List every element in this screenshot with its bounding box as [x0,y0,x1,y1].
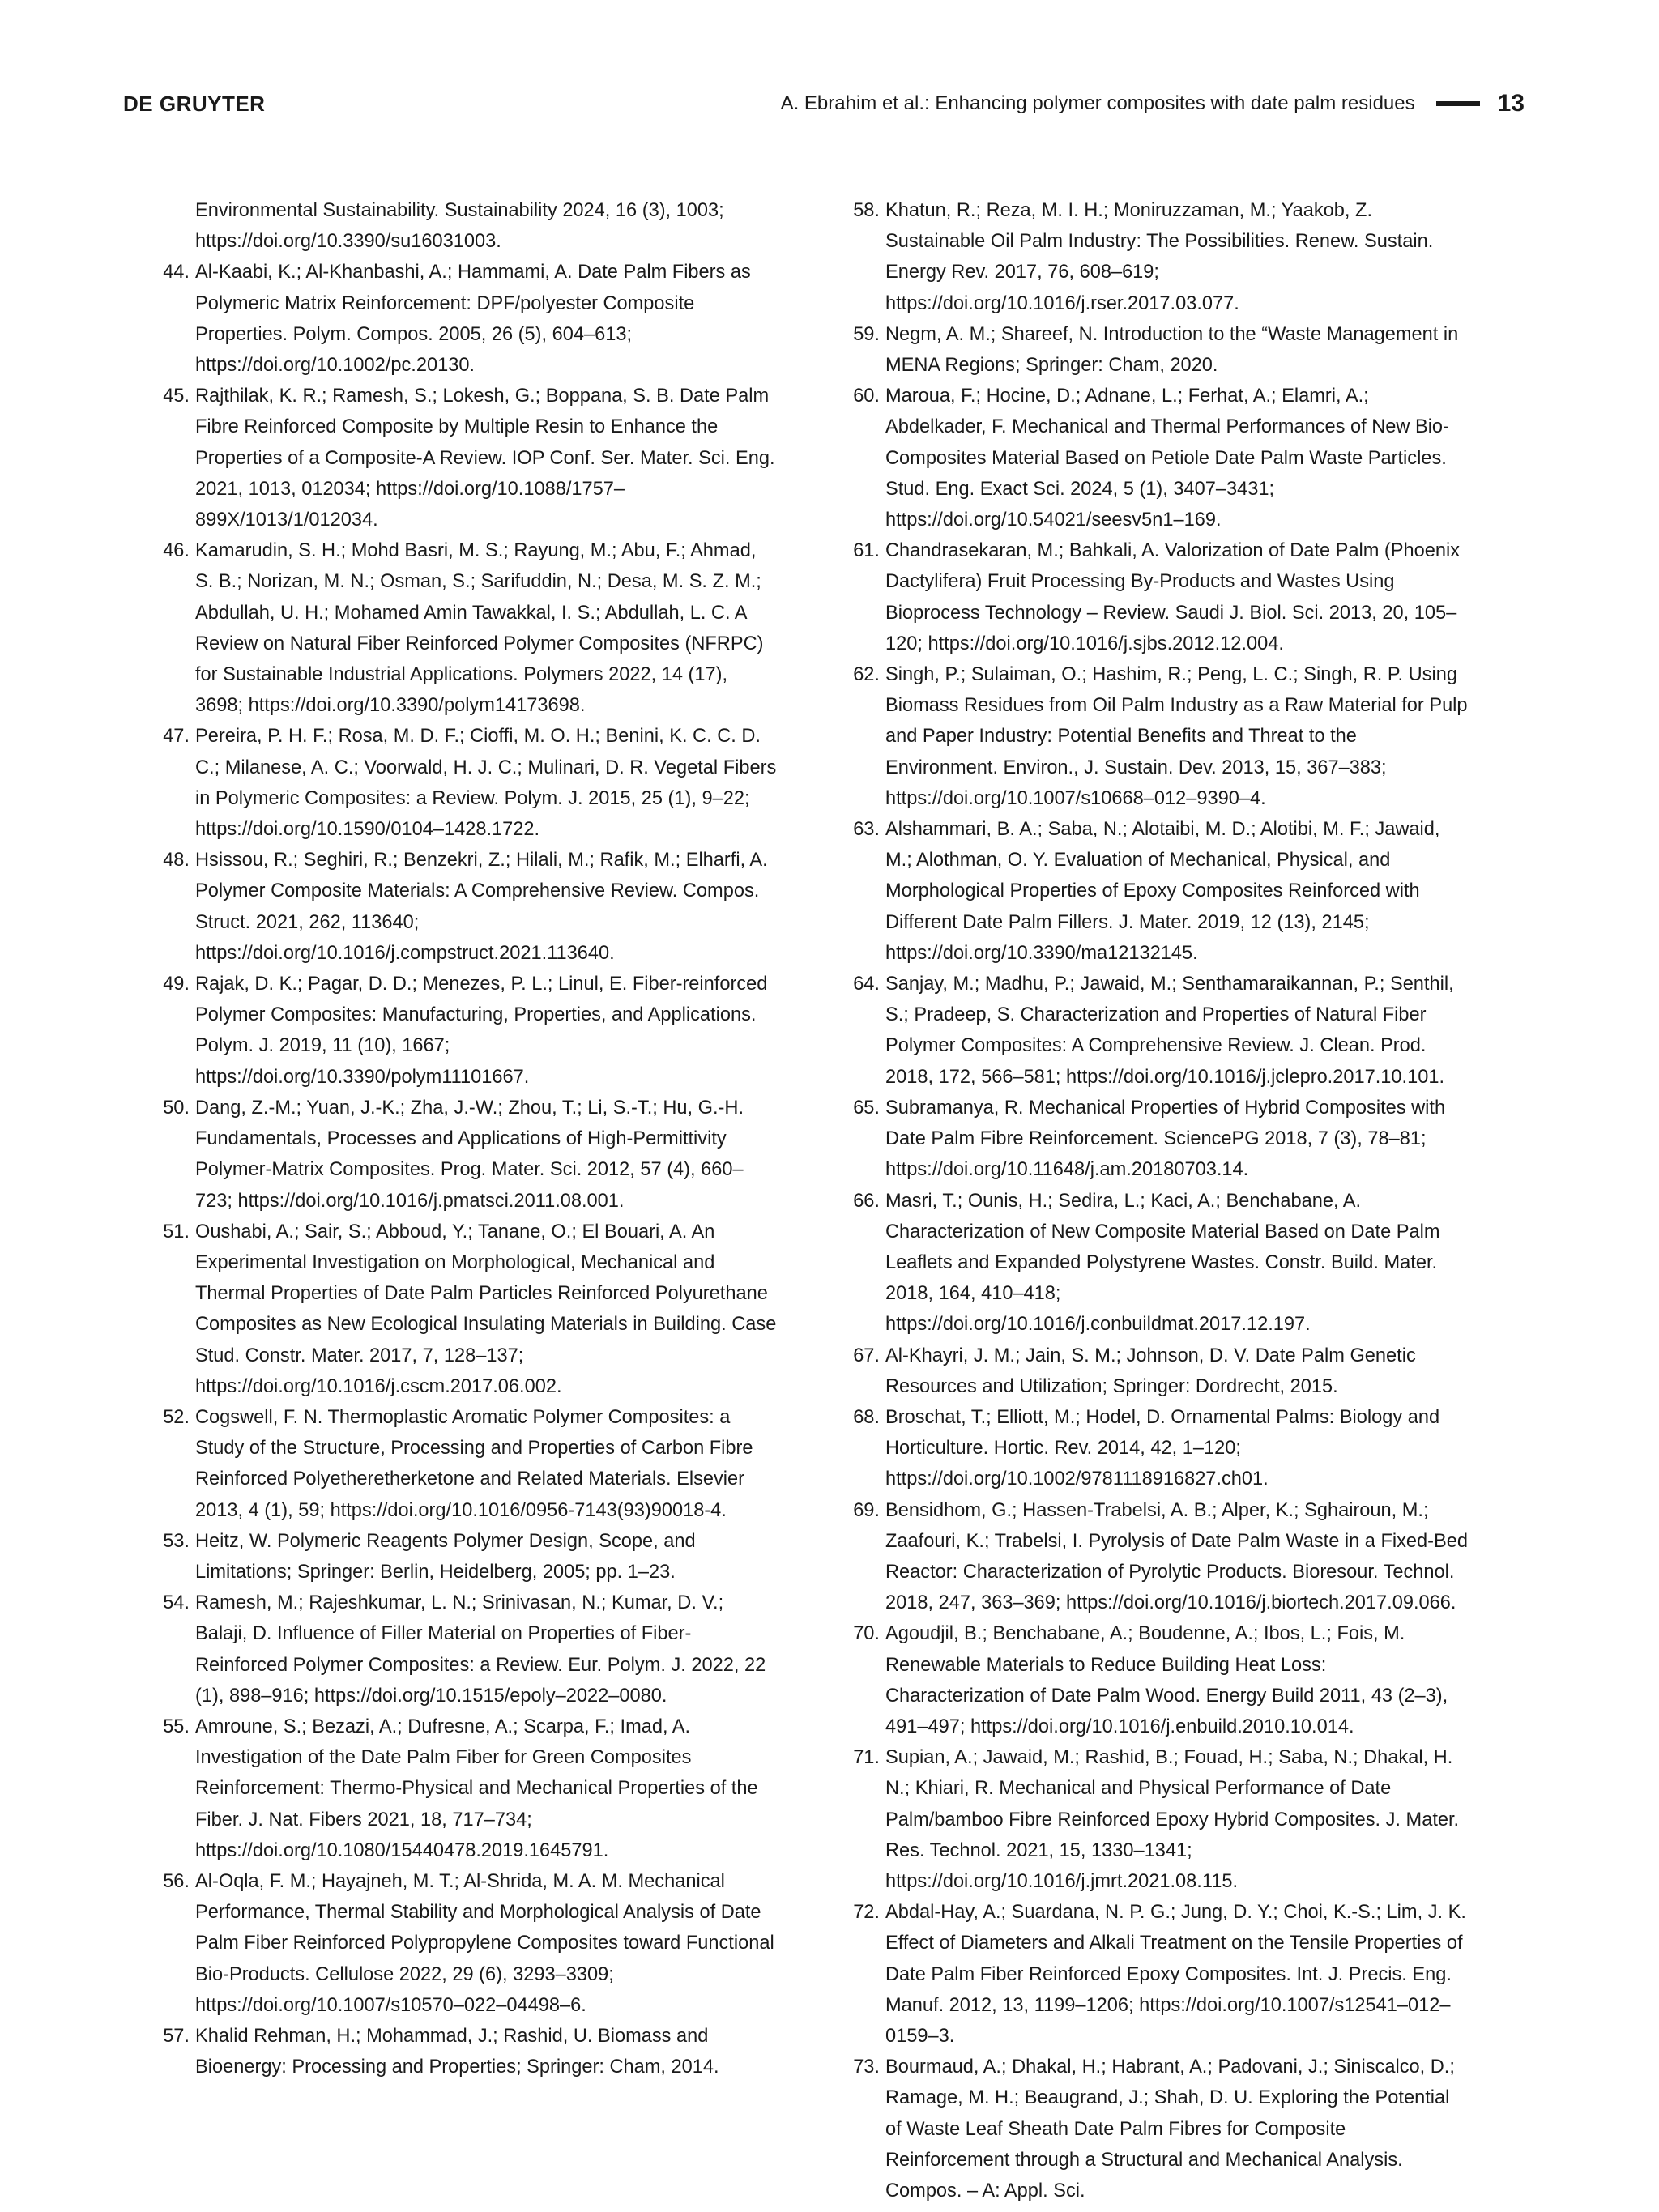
reference-number: 72. [853,1902,880,1924]
reference-item [156,257,779,381]
reference-number: 73. [853,2056,880,2078]
reference-item [846,1495,1469,1619]
reference-item [156,535,779,721]
reference-number: 71. [853,1747,880,1769]
reference-item [846,1897,1469,2052]
reference-item [846,1093,1469,1186]
reference-text: Maroua, F.; Hocine, D.; Adnane, L.; Ferhat, A.; Elamri, A.; Abdelkader, F. Mechanical and Thermal Performances of New Bio-Composites Material Based on Petiole Date Palm Waste Particles. Stud. Eng. Exact Sci. 2024, 5 (1), 3407–3431; https://doi.org/10.54021/seesv5n1–169. [885,386,1449,531]
reference-text: Alshammari, B. A.; Saba, N.; Alotaibi, M. D.; Alotibi, M. F.; Jawaid, M.; Alothman, O. Y. Evaluation of Mechanical, Physical, and Morphological Properties of Epoxy Composites Reinforced with Different Date Palm Fillers. J. Mater. 2019, 12 (13), 2145; https://doi.org/10.3390/ma12132145. [885,819,1440,964]
running-header [781,90,1525,117]
reference-text: Chandrasekaran, M.; Bahkali, A. Valorization of Date Palm (Phoenix Dactylifera) Fruit Processing By-Products and Wastes Using Bioprocess Technology – Review. Saudi J. Biol. Sci. 2013, 20, 105–120; https://doi.org/10.1016/j.sjbs.2012.12.004. [885,540,1461,654]
reference-text: Supian, A.; Jawaid, M.; Rashid, B.; Fouad, H.; Saba, N.; Dhakal, H. N.; Khiari, R. Mechanical and Physical Performance of Date Palm/bamboo Fibre Reinforced Epoxy Hybrid Composites. J. Mater. Res. Technol. 2021, 15, 1330–1341; https://doi.org/10.1016/j.jmrt.2021.08.115. [885,1747,1460,1892]
reference-item [156,845,779,969]
reference-text: Masri, T.; Ounis, H.; Sedira, L.; Kaci, A.; Benchabane, A. Characterization of New Composite Material Based on Date Palm Leaflets and Expanded Polystyrene Wastes. Constr. Build. Mater. 2018, 164, 410–418; https://doi.org/10.1016/j.conbuildmat.2017.12.197. [885,1190,1440,1336]
reference-text: Kamarudin, S. H.; Mohd Basri, M. S.; Rayung, M.; Abu, F.; Ahmad, S. B.; Norizan, M. N.; Osman, S.; Sarifuddin, N.; Desa, M. S. Z. M.; Abdullah, U. H.; Mohamed Amin Tawakkal, I. S.; Abdullah, L. C. A Review on Natural Fiber Reinforced Polymer Composites (NFRPC) for Sustainable Industrial Applications. Polymers 2022, 14 (17), 3698; https://doi.org/10.3390/polym14173698. [195,540,764,717]
reference-text: Broschat, T.; Elliott, M.; Hodel, D. Ornamental Palms: Biology and Horticulture. Hortic. Rev. 2014, 42, 1–120; https://doi.org/10.1002/9781118916827.ch01. [885,1406,1440,1490]
reference-number: 53. [163,1530,190,1552]
reference-number: 70. [853,1623,880,1645]
reference-text: Al-Kaabi, K.; Al-Khanbashi, A.; Hammami, A. Date Palm Fibers as Polymeric Matrix Reinforcement: DPF/polyester Composite Properties. Polym. Compos. 2005, 26 (5), 604–613; https://doi.org/10.1002/pc.20130. [195,262,751,377]
reference-text: Heitz, W. Polymeric Reagents Polymer Design, Scope, and Limitations; Springer: Berlin, Heidelberg, 2005; pp. 1–23. [195,1530,696,1583]
reference-number: 50. [163,1097,190,1119]
reference-text: Khatun, R.; Reza, M. I. H.; Moniruzzaman, M.; Yaakob, Z. Sustainable Oil Palm Industry: The Possibilities. Renew. Sustain. Energy Rev. 2017, 76, 608–619; https://doi.org/10.1016/j.rser.2017.03.077. [885,200,1434,314]
reference-text: Hsissou, R.; Seghiri, R.; Benzekri, Z.; Hilali, M.; Rafik, M.; Elharfi, A. Polymer Composite Materials: A Comprehensive Review. Compos. Struct. 2021, 262, 113640; https://doi.org/10.1016/j.compstruct.2021.113640. [195,850,768,964]
reference-number: 69. [853,1499,880,1521]
reference-number: 47. [163,726,190,748]
reference-item [156,1711,779,1866]
reference-text: Ramesh, M.; Rajeshkumar, L. N.; Srinivasan, N.; Kumar, D. V.; Balaji, D. Influence of Filler Material on Properties of Fiber-Reinforced Polymer Composites: a Review. Eur. Polym. J. 2022, 22 (1), 898–916; https://doi.org/10.1515/epoly–2022–0080. [195,1592,766,1707]
reference-text: Environmental Sustainability. Sustainability 2024, 16 (3), 1003; https://doi.org/10.3390/su16031003. [195,200,724,253]
reference-number: 57. [163,2025,190,2047]
references-right-column [846,195,1469,2206]
reference-number: 55. [163,1715,190,1737]
reference-text: Al-Oqla, F. M.; Hayajneh, M. T.; Al-Shrida, M. A. M. Mechanical Performance, Thermal Stability and Morphological Analysis of Date Palm Fiber Reinforced Polypropylene Composites toward Functional Bio-Products. Cellulose 2022, 29 (6), 3293–3309; https://doi.org/10.1007/s10570–022–04498–6. [195,1870,774,2016]
reference-number: 67. [853,1345,880,1366]
reference-text: Bourmaud, A.; Dhakal, H.; Habrant, A.; Padovani, J.; Siniscalco, D.; Ramage, M. H.; Beaugrand, J.; Shah, D. U. Exploring the Potential of Waste Leaf Sheath Date Palm Fibres for Composite Reinforcement through a Structural and Mechanical Analysis. Compos. – A: Appl. Sci. [885,2056,1455,2201]
reference-item [846,319,1469,381]
reference-item [846,1186,1469,1340]
reference-item [156,2021,779,2082]
reference-number: 54. [163,1592,190,1614]
running-title: A. Ebrahim et al.: Enhancing polymer composites with date palm residues [780,92,1415,114]
reference-number: 46. [163,540,190,562]
header-rule [1436,101,1480,106]
references-left-column [156,195,779,2082]
reference-text: Pereira, P. H. F.; Rosa, M. D. F.; Cioffi, M. O. H.; Benini, K. C. C. D. C.; Milanese, A. C.; Voorwald, H. J. C.; Mulinari, D. R. Vegetal Fibers in Polymeric Composites: a Review. Polym. J. 2015, 25 (1), 9–22; https://doi.org/10.1590/0104–1428.1722. [195,726,777,841]
reference-number: 59. [853,323,880,345]
reference-text: Khalid Rehman, H.; Mohammad, J.; Rashid, U. Biomass and Bioenergy: Processing and Properties; Springer: Cham, 2014. [195,2025,719,2078]
reference-number: 51. [163,1221,190,1242]
reference-number: 66. [853,1190,880,1212]
reference-item [846,535,1469,659]
reference-number: 60. [853,386,880,407]
reference-item [156,1526,779,1588]
reference-item [846,1742,1469,1897]
reference-number: 64. [853,974,880,995]
reference-text: Dang, Z.-M.; Yuan, J.-K.; Zha, J.-W.; Zhou, T.; Li, S.-T.; Hu, G.-H. Fundamentals, Processes and Applications of High-Permittivity Polymer-Matrix Composites. Prog. Mater. Sci. 2012, 57 (4), 660–723; https://doi.org/10.1016/j.pmatsci.2011.08.001. [195,1097,744,1212]
reference-item [156,381,779,535]
reference-text: Sanjay, M.; Madhu, P.; Jawaid, M.; Senthamaraikannan, P.; Senthil, S.; Pradeep, S. Characterization and Properties of Natural Fiber Polymer Composites: A Comprehensive Review. J. Clean. Prod. 2018, 172, 566–581; https://doi.org/10.1016/j.jclepro.2017.10.101. [885,974,1454,1088]
reference-item [846,1618,1469,1742]
reference-number: 68. [853,1406,880,1428]
reference-text: Amroune, S.; Bezazi, A.; Dufresne, A.; Scarpa, F.; Imad, A. Investigation of the Date Palm Fiber for Green Composites Reinforcement: Thermo-Physical and Mechanical Properties of the Fiber. J. Nat. Fibers 2021, 18, 717–734; https://doi.org/10.1080/15440478.2019.1645791. [195,1715,758,1861]
reference-text: Agoudjil, B.; Benchabane, A.; Boudenne, A.; Ibos, L.; Fois, M. Renewable Materials to Reduce Building Heat Loss: Characterization of Date Palm Wood. Energy Build 2011, 43 (2–3), 491–497; https://doi.org/10.1016/j.enbuild.2010.10.014. [885,1623,1448,1737]
page-header [123,87,1525,120]
reference-text: Bensidhom, G.; Hassen-Trabelsi, A. B.; Alper, K.; Sghairoun, M.; Zaafouri, K.; Trabelsi, I. Pyrolysis of Date Palm Waste in a Fixed-Bed Reactor: Characterization of Pyrolytic Products. Bioresour. Technol. 2018, 247, 363–369; https://doi.org/10.1016/j.biortech.2017.09.066. [885,1499,1468,1614]
reference-number: 61. [853,540,880,562]
reference-item [846,195,1469,319]
reference-item [156,195,779,257]
reference-text: Subramanya, R. Mechanical Properties of Hybrid Composites with Date Palm Fibre Reinforcement. SciencePG 2018, 7 (3), 78–81; https://doi.org/10.11648/j.am.20180703.14. [885,1097,1446,1181]
reference-item [846,1340,1469,1402]
reference-number: 48. [163,850,190,872]
reference-number: 62. [853,664,880,686]
reference-text: Negm, A. M.; Shareef, N. Introduction to the “Waste Management in MENA Regions; Springer: Cham, 2020. [885,323,1459,377]
reference-text: Oushabi, A.; Sair, S.; Abboud, Y.; Tanane, O.; El Bouari, A. An Experimental Investigation on Morphological, Mechanical and Thermal Properties of Date Palm Particles Reinforced Polyurethane Composites as New Ecological Insulating Materials in Building. Case Stud. Constr. Mater. 2017, 7, 128–137; https://doi.org/10.1016/j.cscm.2017.06.002. [195,1221,777,1397]
reference-item [156,1217,779,1402]
reference-item [846,1402,1469,1495]
reference-number: 56. [163,1870,190,1892]
reference-item [846,381,1469,535]
reference-item [156,969,779,1093]
reference-number: 44. [163,262,190,283]
reference-number: 63. [853,819,880,841]
reference-text: Al-Khayri, J. M.; Jain, S. M.; Johnson, D. V. Date Palm Genetic Resources and Utilization; Springer: Dordrecht, 2015. [885,1345,1416,1397]
reference-item [846,814,1469,969]
reference-item [846,659,1469,814]
reference-text: Cogswell, F. N. Thermoplastic Aromatic Polymer Composites: a Study of the Structure, Processing and Properties of Carbon Fibre Reinforced Polyetheretherketone and Related Materials. Elsevier 2013, 4 (1), 59; https://doi.org/10.1016/0956-7143(93)90018-4. [195,1406,753,1521]
reference-number: 52. [163,1406,190,1428]
reference-item [156,1588,779,1711]
page-number: 13 [1497,90,1525,117]
reference-number: 58. [853,200,880,221]
reference-item [846,969,1469,1093]
reference-text: Rajak, D. K.; Pagar, D. D.; Menezes, P. L.; Linul, E. Fiber-reinforced Polymer Composites: Manufacturing, Properties, and Applications. Polym. J. 2019, 11 (10), 1667; https://doi.org/10.3390/polym11101667. [195,974,768,1088]
reference-text: Abdal-Hay, A.; Suardana, N. P. G.; Jung, D. Y.; Choi, K.-S.; Lim, J. K. Effect of Diameters and Alkali Treatment on the Tensile Properties of Date Palm Fiber Reinforced Epoxy Composites. Int. J. Precis. Eng. Manuf. 2012, 13, 1199–1206; https://doi.org/10.1007/s12541–012–0159–3. [885,1902,1466,2047]
reference-item [156,1402,779,1526]
reference-item [156,721,779,845]
publisher-name: DE GRUYTER [123,91,266,116]
reference-item [846,2052,1469,2206]
reference-item [156,1093,779,1217]
reference-text: Singh, P.; Sulaiman, O.; Hashim, R.; Peng, L. C.; Singh, R. P. Using Biomass Residues from Oil Palm Industry as a Raw Material for Pulp and Paper Industry: Potential Benefits and Threat to the Environment. Environ., J. Sustain. Dev. 2013, 15, 367–383; https://doi.org/10.1007/s10668–012–9390–4. [885,664,1468,809]
reference-number: 65. [853,1097,880,1119]
reference-number: 45. [163,386,190,407]
reference-number: 49. [163,974,190,995]
reference-item [156,1866,779,2021]
reference-text: Rajthilak, K. R.; Ramesh, S.; Lokesh, G.; Boppana, S. B. Date Palm Fibre Reinforced Composite by Multiple Resin to Enhance the Properties of a Composite-A Review. IOP Conf. Ser. Mater. Sci. Eng. 2021, 1013, 012034; https://doi.org/10.1088/1757–899X/1013/1/012034. [195,386,775,531]
